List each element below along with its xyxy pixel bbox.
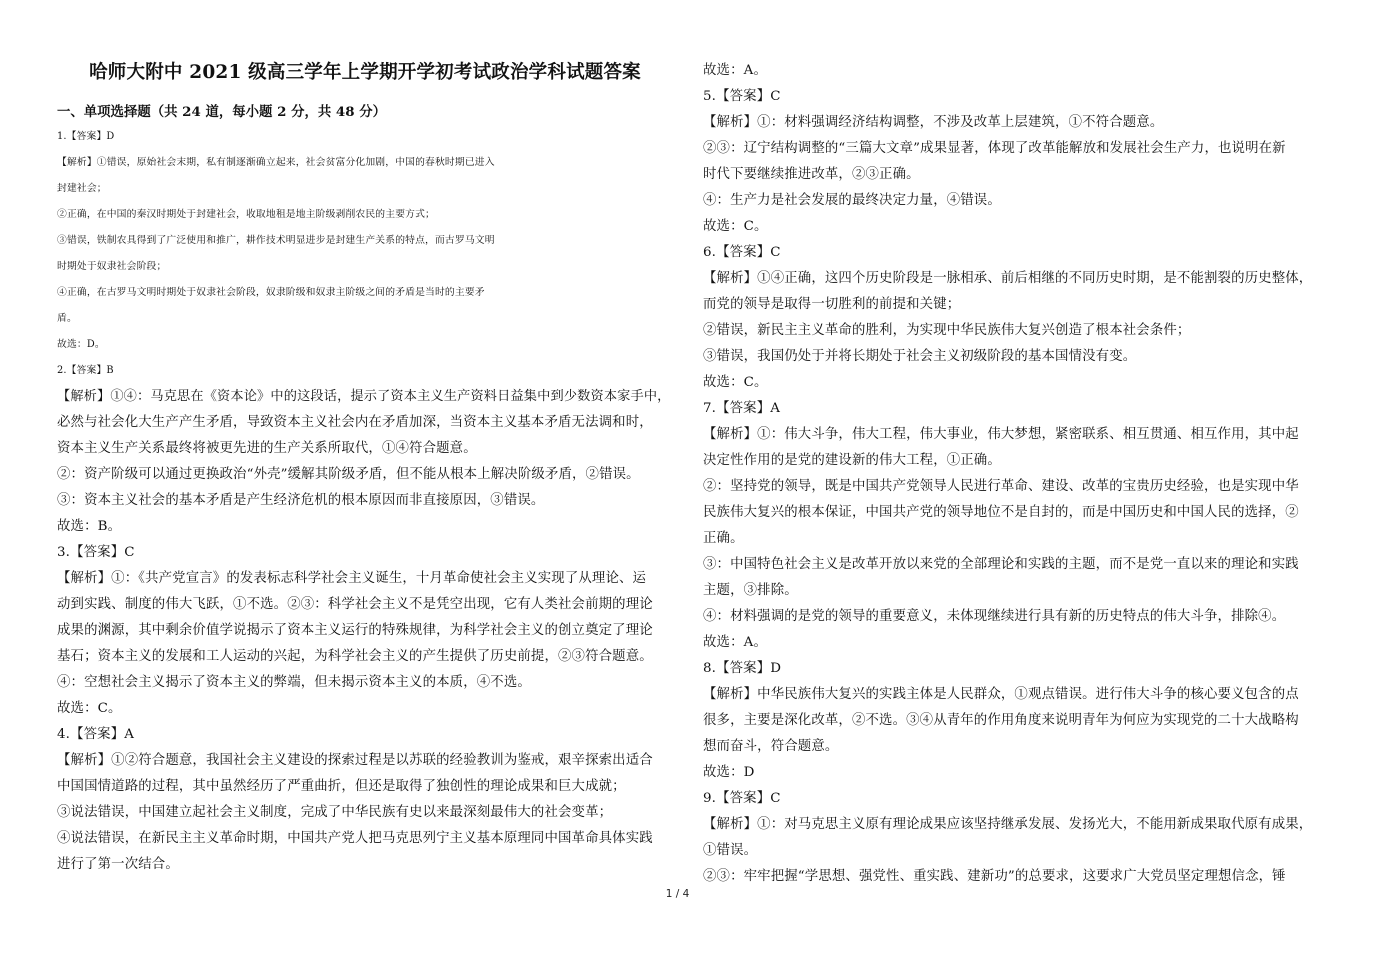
text-line: 【解析】①④：马克思在《资本论》中的这段话，提示了资本主义生产资料日益集中到少数资本家手中， (57, 389, 671, 404)
section-heading: 一、单项选择题（共 24 道，每小题 2 分，共 48 分） (57, 104, 386, 120)
text-line: 【解析】①④正确，这四个历史阶段是一脉相承、前后相继的不同历史时期，是不能割裂的历史整体， (703, 271, 1313, 286)
text-line: 主题，③排除。 (703, 583, 798, 598)
text-line: 2.【答案】B (57, 365, 114, 376)
text-line: 民族伟大复兴的根本保证，中国共产党的领导地位不是自封的，而是中国历史和中国人民的选择，② (703, 505, 1299, 520)
text-line: 【解析】①错误，原始社会末期，私有制逐渐确立起来，社会贫富分化加剧，中国的春秋时期已进入 (57, 157, 495, 168)
left-column-lines (57, 124, 671, 878)
text-line: ④：生产力是社会发展的最终决定力量，④错误。 (703, 193, 1001, 208)
text-line: 故选：D。 (57, 339, 105, 350)
text-line: 很多，主要是深化改革，②不选。③④从青年的作用角度来说明青年为何应为实现党的二十大战略构 (703, 713, 1299, 728)
page-title: 哈师大附中 2021 级高三学年上学期开学初考试政治学科试题答案 (89, 62, 641, 83)
text-line: 7.【答案】A (703, 401, 781, 416)
text-line: ③：资本主义社会的基本矛盾是产生经济危机的根本原因而非直接原因，③错误。 (57, 493, 545, 508)
text-line: ②错误，新民主主义革命的胜利，为实现中华民族伟大复兴创造了根本社会条件； (703, 323, 1191, 338)
right-column-lines (703, 58, 1312, 890)
text-line: 决定性作用的是党的建设新的伟大工程，①正确。 (703, 453, 1001, 468)
text-line: ①错误。 (703, 843, 758, 858)
text-line: 【解析】①：伟大斗争，伟大工程，伟大事业，伟大梦想，紧密联系、相互贯通、相互作用，其中起 (703, 427, 1299, 442)
text-line: 故选：B。 (57, 519, 122, 534)
text-line: 3.【答案】C (57, 545, 135, 560)
text-line: 封建社会； (57, 183, 107, 194)
text-line: ③错误，我国仍处于并将长期处于社会主义初级阶段的基本国情没有变。 (703, 349, 1137, 364)
text-line: ②：资产阶级可以通过更换政治“外壳”缓解其阶级矛盾，但不能从根本上解决阶级矛盾，②错误。 (57, 467, 640, 482)
text-line: 【解析】①②符合题意，我国社会主义建设的探索过程是以苏联的经验教训为鉴戒，艰辛探索出适合 (57, 753, 653, 768)
text-line: 8.【答案】D (703, 661, 782, 676)
text-line: 5.【答案】C (703, 89, 781, 104)
text-line: ③：中国特色社会主义是改革开放以来党的全部理论和实践的主题，而不是党一直以来的理论和实践 (703, 557, 1299, 572)
text-line: 正确。 (703, 531, 744, 546)
text-line: 【解析】①：《共产党宣言》的发表标志科学社会主义诞生，十月革命使社会主义实现了从理论、运 (57, 571, 647, 586)
text-line: 资本主义生产关系最终将被更先进的生产关系所取代，①④符合题意。 (57, 441, 477, 456)
text-line: 基石；资本主义的发展和工人运动的兴起，为科学社会主义的产生提供了历史前提，②③符合题意。 (57, 649, 653, 664)
text-line: 故选：A。 (703, 63, 767, 78)
text-line: 想而奋斗，符合题意。 (703, 739, 839, 754)
text-line: ④：材料强调的是党的领导的重要意义，未体现继续进行具有新的历史特点的伟大斗争，排除④。 (703, 609, 1286, 624)
page-number: 1 / 4 (665, 888, 690, 900)
text-line: 时代下要继续推进改革，②③正确。 (703, 167, 920, 182)
text-line: ②③：辽宁结构调整的“三篇大文章”成果显著，体现了改革能解放和发展社会生产力，也说明在新 (703, 141, 1286, 156)
text-line: 中国国情道路的过程，其中虽然经历了严重曲折，但还是取得了独创性的理论成果和巨大成就； (57, 779, 626, 794)
text-line: 故选：C。 (703, 375, 768, 390)
text-line: 【解析】中华民族伟大复兴的实践主体是人民群众，①观点错误。进行伟大斗争的核心要义包含的点 (703, 687, 1299, 702)
text-line: ④正确，在古罗马文明时期处于奴隶社会阶段，奴隶阶级和奴隶主阶级之间的矛盾是当时的主要矛 (57, 287, 485, 298)
text-line: ④说法错误，在新民主主义革命时期，中国共产党人把马克思列宁主义基本原理同中国革命具体实践 (57, 831, 653, 846)
text-line: 【解析】①：对马克思主义原有理论成果应该坚持继承发展、发扬光大，不能用新成果取代原有成果， (703, 817, 1313, 832)
text-line: 进行了第一次结合。 (57, 857, 179, 872)
text-line: 盾。 (57, 313, 77, 324)
text-line: ③错误，铁制农具得到了广泛使用和推广，耕作技术明显进步是封建生产关系的特点，而古罗马文明 (57, 235, 495, 246)
text-line: 1.【答案】D (57, 131, 115, 142)
text-line: 成果的渊源，其中剩余价值学说揭示了资本主义运行的特殊规律，为科学社会主义的创立奠定了理论 (57, 623, 653, 638)
text-line: ②正确，在中国的秦汉时期处于封建社会，收取地租是地主阶级剥削农民的主要方式； (57, 209, 435, 220)
text-line: ②③：牢牢把握“学思想、强党性、重实践、建新功”的总要求，这要求广大党员坚定理想信念，锤 (703, 869, 1286, 884)
text-line: 9.【答案】C (703, 791, 781, 806)
text-line: ④：空想社会主义揭示了资本主义的弊端，但未揭示资本主义的本质，④不选。 (57, 675, 531, 690)
text-line: 故选：C。 (57, 701, 122, 716)
text-line: ②：坚持党的领导，既是中国共产党领导人民进行革命、建设、改革的宝贵历史经验，也是实现中华 (703, 479, 1299, 494)
text-line: 时期处于奴隶社会阶段； (57, 261, 167, 272)
text-line: 故选：D (703, 765, 755, 780)
text-line: 故选：C。 (703, 219, 768, 234)
text-line: 4.【答案】A (57, 727, 135, 742)
text-line: 而党的领导是取得一切胜利的前提和关键； (703, 297, 961, 312)
text-line: 必然与社会化大生产产生矛盾，导致资本主义社会内在矛盾加深，当资本主义基本矛盾无法调和时， (57, 415, 653, 430)
text-line: 故选：A。 (703, 635, 767, 650)
text-line: 动到实践、制度的伟大飞跃，①不选。②③：科学社会主义不是凭空出现，它有人类社会前期的理论 (57, 597, 653, 612)
text-line: 6.【答案】C (703, 245, 781, 260)
text-line: ③说法错误，中国建立起社会主义制度，完成了中华民族有史以来最深刻最伟大的社会变革； (57, 805, 613, 820)
text-line: 【解析】①：材料强调经济结构调整，不涉及改革上层建筑，①不符合题意。 (703, 115, 1164, 130)
